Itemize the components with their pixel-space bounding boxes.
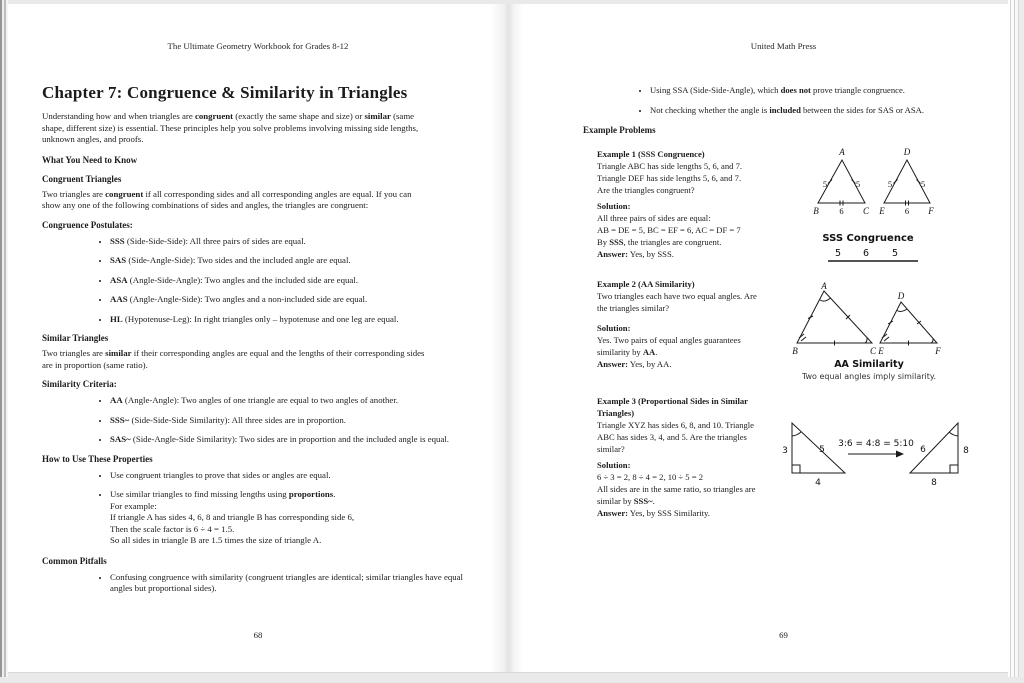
vertex-label-b: B [792,346,798,356]
list-item: • Use similar triangles to find missing lengths using proportions. For example: If triangle A has sides 4, 6, 8 and triangle B has corresponding side 6, Then the scale factor is 6 ÷ 4 = 1.5. So all sides in triangle B are 1.5 times the size of triangle A. [110,489,474,547]
heading-congruent-triangles: Congruent Triangles [42,173,122,184]
example-3-solution-label: Solution: [597,460,631,470]
heading-common-pitfalls: Common Pitfalls [42,555,107,566]
text-line: All sides are in the same ratio, so triangles are [597,484,756,494]
page-right [505,4,1008,673]
ratio-label: 3:6 = 4:8 = 5:10 [838,439,914,449]
example-2-solution-label: Solution: [597,323,631,333]
side-label: 5 [887,179,893,189]
text-line: Two triangles each have two equal angles. Are [597,291,757,301]
side-label: 5 [855,179,861,189]
text-line: Example 3 (Proportional Sides in Similar [597,396,748,406]
text-line: Answer: Yes, by AA. [597,359,672,369]
heading-how-to-use: How to Use These Properties [42,453,153,464]
page-left [8,4,505,673]
vertex-label-b: B [813,206,819,216]
text-line: 6 ÷ 3 = 2, 8 ÷ 4 = 2, 10 ÷ 5 = 2 [597,472,704,482]
vertex-label-e: E [878,346,884,356]
example-1-title: Example 1 (SSS Congruence) [597,149,705,159]
list-item: • AAS (Angle-Angle-Side): Two angles and a non-included side are equal. [110,294,474,306]
side-label: 5 [819,445,825,455]
text-line: Understanding how and when triangles are congruent (exactly the same shape and size) or similar (same [42,111,415,121]
text-line: Yes. Two pairs of equal angles guarantees [597,335,741,345]
text-line: Triangles) [597,408,635,418]
left-page-content [42,4,474,603]
list-item: • Confusing congruence with similarity (congruent triangles are identical; similar triangles have equal angles but proportional sides). [110,572,474,595]
vertex-label-c: C [862,206,870,216]
heading-congruence-postulates: Congruence Postulates: [42,219,133,230]
text-line: Answer: Yes, by SSS Similarity. [597,508,710,518]
example-1-solution-label: Solution: [597,201,631,211]
book-right-page-edges [1008,0,1024,677]
side-label: 6 [839,206,844,216]
text-line: Triangle XYZ has sides 6, 8, and 10. Triangle [597,420,754,430]
list-item: • SAS (Side-Angle-Side): Two sides and the included angle are equal. [110,255,474,267]
figure-number: 6 [862,248,870,259]
list-item: • HL (Hypotenuse-Leg): In right triangles only – hypotenuse and one leg are equal. [110,314,474,326]
text-line: the triangles similar? [597,303,670,313]
text-line: Answer: Yes, by SSS. [597,249,674,259]
vertex-label-a: A [821,281,827,291]
list-item: • SSS (Side-Side-Side): All three pairs of sides are equal. [110,236,474,248]
list-item: • Using SSA (Side-Side-Angle), which does not prove triangle congruence. [650,84,973,96]
vertex-label-c: C [869,346,877,356]
heading-example-problems: Example Problems [583,125,656,135]
figure-subcaption: Two equal angles imply similarity. [801,372,937,381]
text-line: Are the triangles congruent? [597,185,695,195]
list-item: • AA (Angle-Angle): Two angles of one triangle are equal to two angles of another. [110,395,474,407]
side-label: 8 [931,478,937,488]
side-label: 8 [963,446,969,456]
text-line: similarity by AA. [597,347,658,357]
text-line: Two triangles are congruent if all corresponding sides and all corresponding angles are equal. If you can [42,188,412,199]
similarity-criteria-list [42,395,474,446]
figure-caption: AA Similarity [834,359,904,370]
list-item: • Not checking whether the angle is included between the sides for SAS or ASA. [650,104,973,116]
text-line: are in proportion (same ratio). [42,359,148,370]
book-spread [8,4,1008,673]
congruence-postulates-list [42,236,474,326]
heading-similarity-criteria: Similarity Criteria: [42,379,117,389]
list-item: • SSS~ (Side-Side-Side Similarity): All three sides are in proportion. [110,415,474,427]
text-line: similar? [597,444,625,454]
text-line: show any one of the following combinations of sides and angles, the triangles are congruent: [42,200,369,210]
side-label: 6 [904,206,910,216]
text-line: Triangle ABC has side lengths 5, 6, and 7. [597,161,743,171]
similar-triangles-paragraph [42,348,474,371]
list-item: • Use congruent triangles to prove that sides or angles are equal. [110,470,474,482]
page-number-right: 69 [779,630,788,640]
vertex-label-a: A [839,147,845,157]
side-label: 5 [920,179,926,189]
figure-number: 5 [891,248,899,259]
list-item: • SAS~ (Side-Angle-Side Similarity): Two sides are in proportion and the included angle is equal. [110,434,474,446]
left-running-head: The Ultimate Geometry Workbook for Grades 8-12 [167,41,349,51]
vertex-label-d: D [903,147,911,157]
text-line: shape, different size) is essential. These principles help you solve problems involving missing side lengths, [42,122,419,133]
side-label: 4 [815,478,821,488]
how-to-use-list [42,470,474,547]
text-line: Triangle DEF has side lengths 5, 6, and 7. [597,173,742,183]
right-running-head: United Math Press [750,41,817,51]
sss-congruence-diagram [800,144,935,266]
text-line: By SSS, the triangles are congruent. [597,237,722,247]
text-line: similar by SSS~. [597,496,655,506]
aa-similarity-diagram [786,283,954,387]
congruent-triangles-paragraph [42,189,474,212]
vertex-label-f: F [928,206,934,216]
heading-similar-triangles: Similar Triangles [42,333,109,343]
figure-number: 5 [834,248,842,259]
text-line: ABC has sides 3, 4, and 5. Are the triangles [597,432,747,442]
vertex-label-f: F [935,346,941,356]
proportional-sides-diagram [774,411,974,491]
list-item: • ASA (Angle-Side-Angle): Two angles and the included side are equal. [110,275,474,287]
example-2-title: Example 2 (AA Similarity) [597,279,695,289]
intro-paragraph [42,111,474,146]
side-label: 5 [822,179,828,189]
vertex-label-d: D [897,291,905,301]
side-label: 6 [920,445,926,455]
book-left-edge [0,0,8,677]
common-pitfalls-list [42,572,474,595]
heading-what-you-need-to-know: What You Need to Know [42,154,138,165]
page-number-left: 68 [253,630,263,640]
chapter-title: Chapter 7: Congruence & Similarity in Triangles [42,83,408,102]
side-label: 3 [782,446,788,456]
pitfall-bullets-list [583,84,973,116]
figure-caption: SSS Congruence [822,233,914,244]
text-line: All three pairs of sides are equal: [597,213,711,223]
text-line: unknown angles, and proofs. [42,134,144,144]
text-line: AB = DE = 5, BC = EF = 6, AC = DF = 7 [597,225,741,235]
text-line: Two triangles are similar if their corresponding angles are equal and the lengths of their corresponding sides [42,348,425,358]
vertex-label-e: E [879,206,885,216]
